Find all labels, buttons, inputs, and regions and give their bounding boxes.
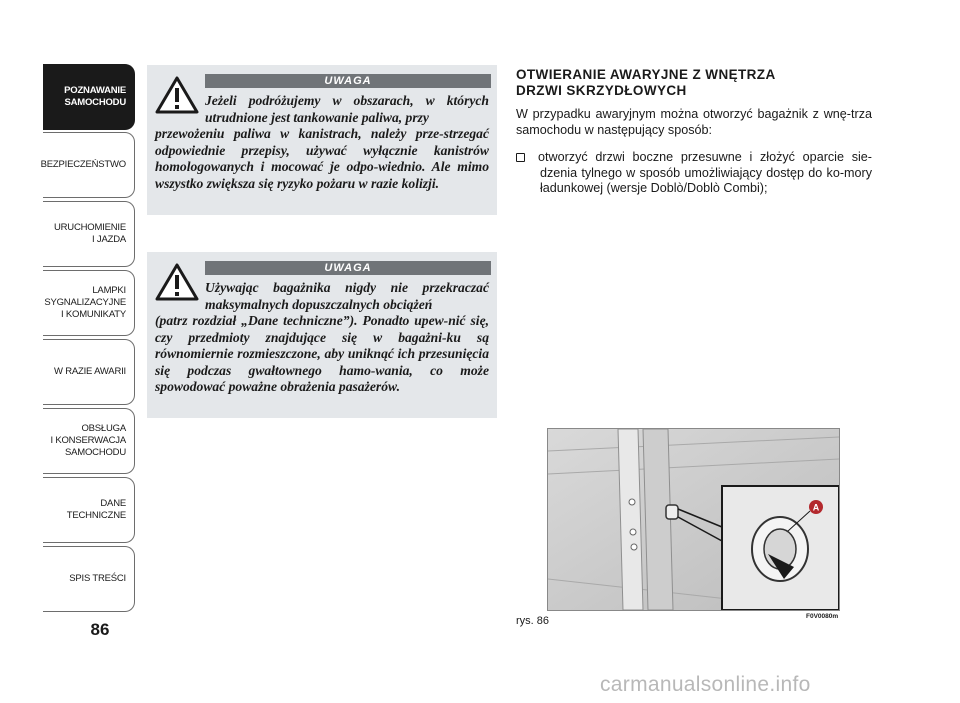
warning-box-roof-rack [147, 252, 497, 418]
figure-code: F0V0080m [806, 613, 839, 620]
tab-w-razie-awarii[interactable]: W RAZIE AWARII [43, 339, 135, 405]
warning-triangle-icon [155, 263, 199, 301]
tab-lampki-sygnalizacyjne[interactable]: LAMPKI SYGNALIZACYJNE I KOMUNIKATY [43, 270, 135, 336]
section-title: OTWIERANIE AWARYJNE Z WNĘTRZA DRZWI SKRZYDŁOWYCH [516, 67, 776, 98]
warning-heading: UWAGA [205, 74, 491, 88]
figure-illustration [547, 428, 840, 611]
list-item-text: otworzyć drzwi boczne przesuwne i złożyć oparcie sie-dzenia tylnego w sposób umożliwiający dostęp do ko-mory ładunkowej (wersje Doblò/Doblò Combi); [538, 150, 872, 195]
warning-box-fuel [147, 65, 497, 215]
tab-bezpieczenstwo[interactable]: BEZPIECZEŃSTWO [43, 132, 135, 198]
warning-text-body: (patrz rozdział „Dane techniczne”). Ponadto upew-nić się, czy przedmioty znajdujące się w bagażni-ku są równomiernie rozmieszczone, aby uniknąć ich przesunięcia się podczas gwałtownego hamo-wania, co może spowodować poważne obrażenia pasażerów. [155, 313, 489, 394]
section-intro: W przypadku awaryjnym można otworzyć bagażnik z wnę-trza samochodu w następujący sposób: [516, 107, 872, 137]
watermark: carmanualsonline.info [600, 673, 811, 696]
warning-text-lead: Używając bagażnika nigdy nie przekraczać maksymalnych dopuszczalnych obciążeń [205, 280, 489, 312]
page-number: 86 [90, 620, 110, 639]
callout-a-label: A [812, 502, 820, 513]
tab-obsluga-i-konserwacja[interactable]: OBSŁUGA I KONSERWACJA SAMOCHODU [43, 408, 135, 474]
figure-caption: rys. 86 [516, 615, 550, 627]
warning-text-body: przewożeniu paliwa w kanistrach, należy prze-strzegać odpowiednie przepisy, używać wyłącznie kanistrów homologowanych i mocować je odpo-wiednio. Ale mimo wszystko zwiększa się ryzyko pożaru w razie kolizji. [155, 126, 489, 191]
warning-text-lead: Jeżeli podróżujemy w obszarach, w których utrudnione jest tankowanie paliwa, przy [205, 93, 489, 125]
warning-heading: UWAGA [205, 261, 491, 275]
tab-uruchomienie-i-jazda[interactable]: URUCHOMIENIE I JAZDA [43, 201, 135, 267]
list-item [516, 150, 872, 197]
tab-spis-tresci[interactable]: SPIS TREŚCI [43, 546, 135, 612]
tab-poznawanie-samochodu[interactable]: POZNAWANIE SAMOCHODU [43, 64, 135, 130]
warning-triangle-icon [155, 76, 199, 114]
warning-text [155, 280, 489, 396]
warning-text [155, 93, 489, 192]
tab-dane-techniczne[interactable]: DANE TECHNICZNE [43, 477, 135, 543]
door-latch-illustration [548, 429, 839, 610]
checkbox-bullet-icon [516, 153, 525, 162]
